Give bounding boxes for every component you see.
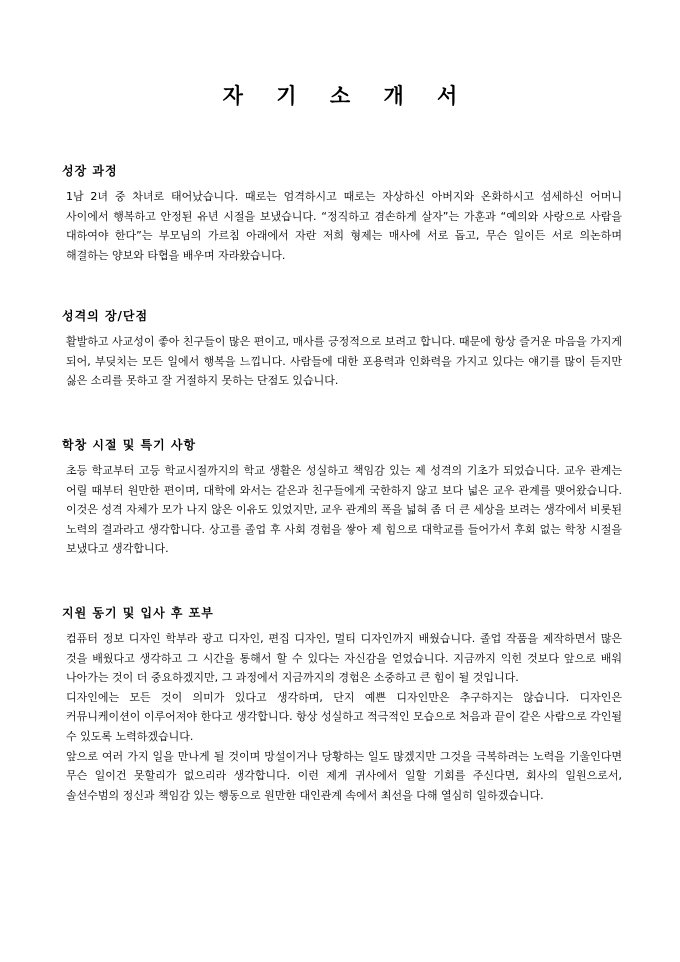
section-paragraph: 활발하고 사교성이 좋아 친구들이 많은 편이고, 매사를 긍정적으로 보려고 합니다. 때문에 항상 즐거운 마음을 가지게 되어, 부딪치는 모든 일에서 행복을 느낍니다. 사람들에 대한 포용력과 인화력을 가지고 있다는 얘기를 많이 듣지만 싫은 소리를 못하고 잘 거절하지 못하는 단점도 있습니다.	[66, 335, 622, 388]
section-paragraph: 앞으로 여러 가지 일을 만나게 될 것이며 망설이거나 당황하는 일도 많겠지만 그것을 극복하려는 노력을 기울인다면 무슨 일이건 못할리가 없으리라 생각합니다. 이런 제게 귀사에서 일할 기회를 주신다면, 회사의 일원으로서, 솔선수범의 정신과 책임감 있는 행동으로 원만한 대인관계 속에서 최선을 다해 열심히 일하겠습니다.	[66, 749, 622, 802]
section-school-life	[62, 436, 622, 559]
section-paragraph: 초등 학교부터 고등 학교시절까지의 학교 생활은 성실하고 책임감 있는 제 성격의 기초가 되었습니다. 교우 관계는 어릴 때부터 원만한 편이며, 대학에 와서는 같은과 친구들에게 국한하지 않고 보다 넓은 교우 관계를 맺어왔습니다. 이것은 성격 자체가 모가 나지 않은 이유도 있었지만, 교우 관계의 폭을 넓혀 좀 더 큰 세상을 보려는 생각에서 비롯된 노력의 결과라고 생각합니다. 상고를 졸업 후 사회 경험을 쌓아 제 힘으로 대학교를 들어가서 후회 없는 학창 시절을 보냈다고 생각합니다.	[66, 464, 622, 556]
section-personality	[62, 307, 622, 391]
section-growth	[62, 162, 622, 265]
section-heading: 학창 시절 및 특기 사항	[62, 438, 197, 452]
section-heading: 성격의 장/단점	[62, 309, 149, 323]
section-heading: 지원 동기 및 입사 후 포부	[62, 606, 214, 620]
section-paragraph: 디자인에는 모든 것이 의미가 있다고 생각하며, 단지 예쁜 디자인만은 추구하지는 않습니다. 디자인은 커뮤니케이션이 이루어져야 한다고 생각합니다. 항상 성실하고 적극적인 모습으로 처음과 끝이 같은 사람으로 각인될 수 있도록 노력하겠습니다.	[66, 690, 622, 743]
document-title: 자 기 소 개 서	[222, 83, 471, 108]
section-heading: 성장 과정	[62, 164, 118, 178]
section-paragraph: 1남 2녀 중 차녀로 태어났습니다. 때로는 엄격하시고 때로는 자상하신 아버지와 온화하시고 섬세하신 어머니 사이에서 행복하고 안정된 유년 시절을 보냈습니다. “정직하고 겸손하게 살자”는 가훈과 “예의와 사랑으로 사람을 대하여야 한다”는 부모님의 가르침 아래에서 자란 저희 형제는 매사에 서로 돕고, 무슨 일이든 서로 의논하며 해결하는 양보와 타협을 배우며 자라왔습니다.	[66, 190, 622, 262]
section-motivation	[62, 604, 622, 805]
section-paragraph: 컴퓨터 정보 디자인 학부라 광고 디자인, 편집 디자인, 멀티 디자인까지 배웠습니다. 졸업 작품을 제작하면서 많은 것을 배웠다고 생각하고 그 시간을 통해서 할 수 있다는 자신감을 얻었습니다. 지금까지 익힌 것보다 앞으로 배워 나아가는 것이 더 중요하겠지만, 그 과정에서 지금까지의 경험은 소중하고 큰 힘이 될 것입니다.	[66, 632, 622, 685]
